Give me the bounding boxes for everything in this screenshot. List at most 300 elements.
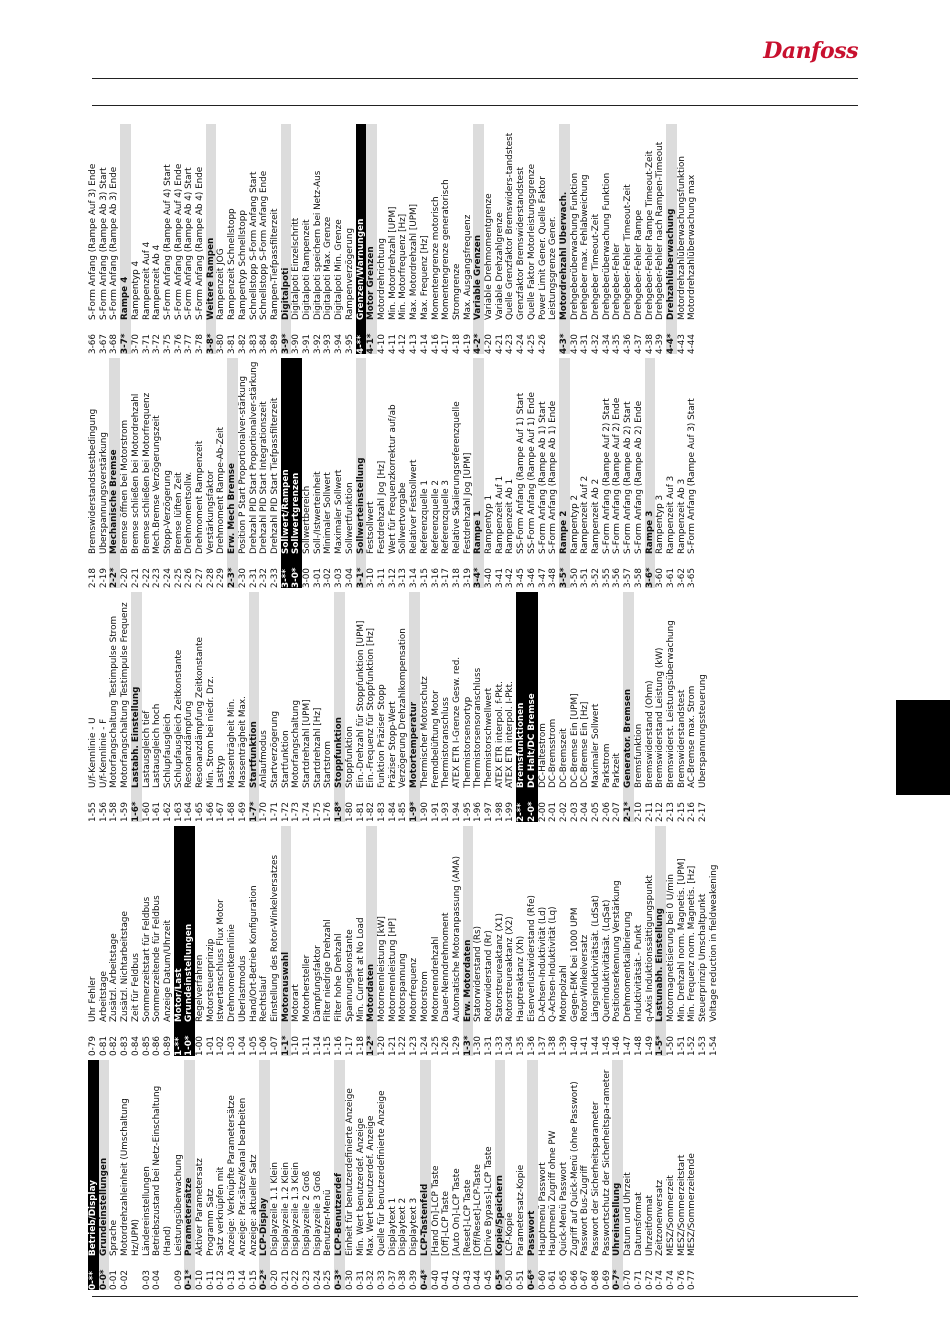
parameter-number: 0-74: [665, 1270, 676, 1290]
parameter-number: 4-2*: [473, 333, 484, 354]
parameter-number: 2-04: [580, 802, 591, 822]
parameter-row: [174, 1060, 185, 1290]
parameter-name: Parametersätze: [184, 1177, 195, 1256]
parameter-name: Überspannungssteuerung: [698, 674, 709, 788]
parameter-row: [623, 1060, 634, 1290]
parameter-row: [377, 358, 388, 588]
parameter-number: 0-21: [280, 1270, 291, 1290]
parameter-name: Rampentyp Schnellstopp: [237, 210, 248, 320]
parameter-row: [291, 124, 302, 354]
parameter-name: Wert für Frequenzkorrektur auf/ab: [387, 404, 398, 554]
parameter-name: Motorfangschaltung Testimpulse Strom: [109, 615, 120, 788]
parameter-number: 1-97: [484, 802, 495, 822]
parameter-row: [602, 592, 613, 822]
parameter-name: Längsinduktivitätsät. (LdSat): [591, 895, 602, 1022]
parameter-number: 0-33: [376, 1270, 387, 1290]
parameter-row: [345, 1060, 356, 1290]
parameter-number: 1-51: [676, 1036, 687, 1056]
parameter-group-row: [409, 592, 420, 822]
parameter-row: [281, 1060, 292, 1290]
parameter-number: 1-47: [623, 1036, 634, 1056]
parameter-number: 0-39: [409, 1270, 420, 1290]
parameter-name: S-Form Anfang (Rampe Ab 3) Start: [98, 167, 109, 320]
parameter-number: 4-20: [484, 334, 495, 354]
parameter-number: 1-59: [120, 802, 131, 822]
parameter-name: Festdrehzahl Jog [Hz]: [376, 460, 387, 554]
parameter-row: [441, 826, 452, 1056]
parameter-number: 0-4*: [419, 1269, 430, 1290]
parameter-row: [366, 592, 377, 822]
parameter-name: Festdrehzahl Jog [UPM]: [462, 452, 473, 554]
parameter-name: Drehgeber max. Fehlabweichung: [580, 174, 591, 320]
parameter-row: [216, 592, 227, 822]
parameter-number: 1-49: [644, 1036, 655, 1056]
parameter-number: 3-4*: [473, 567, 484, 588]
parameter-name: Bremswiderstand Leistung (kW): [655, 647, 666, 788]
parameter-name: U/f-Kennlinie - U: [88, 717, 98, 788]
parameter-number: 3-84: [259, 334, 270, 354]
parameter-number: 3-0*: [291, 567, 302, 588]
parameter-row: [687, 826, 698, 1056]
parameter-number: 0-61: [548, 1270, 559, 1290]
parameter-row: [366, 358, 377, 588]
parameter-group-row: [99, 1060, 110, 1290]
parameter-number: 1-48: [633, 1036, 644, 1056]
parameter-name: Sollwertfunktion: [344, 482, 355, 554]
parameter-number: 0-89: [162, 1036, 173, 1056]
parameter-name: S-Form Anfang (Rampe Auf 4) Ende: [173, 163, 184, 320]
parameter-number: 2-17: [698, 802, 709, 822]
parameter-number: 1-64: [184, 802, 195, 822]
parameter-name: Minimaler Sollwert: [323, 472, 334, 554]
parameter-name: Schlupfausgleich Zeitkonstante: [173, 649, 184, 788]
parameter-number: 3-82: [237, 334, 248, 354]
parameter-row: [142, 826, 153, 1056]
parameter-row: [323, 592, 334, 822]
parameter-row: [431, 358, 442, 588]
parameter-row: [484, 358, 495, 588]
parameter-name: AC-Bremse max. Strom: [687, 685, 698, 788]
parameter-name: Arbeitstage: [98, 971, 109, 1022]
parameter-name: Sollwerteinstellung: [355, 457, 366, 554]
parameter-row: [174, 124, 185, 354]
parameter-name: [Drive Bypass]-LCP Taste: [484, 1146, 495, 1256]
parameter-name: Grundeinstellungen: [184, 923, 195, 1022]
parameter-name: Hauptreaktanz (Xh): [516, 935, 527, 1022]
parameter-number: 3-51: [580, 568, 591, 588]
parameter-number: 2-25: [173, 568, 184, 588]
parameter-name: Lastausgleich tief: [141, 710, 152, 788]
parameter-name: Rampe 1: [473, 510, 484, 554]
parameter-number: 1-94: [451, 802, 462, 822]
parameter-group-row: [249, 592, 260, 822]
parameter-name: Relative Skalierungsreferenzquelle: [451, 401, 462, 554]
parameter-row: [452, 592, 463, 822]
parameter-number: 3-95: [344, 334, 355, 354]
parameter-name: Positionserkennung Verstärkung: [612, 880, 623, 1022]
parameter-number: 4-39: [655, 334, 666, 354]
parameter-name: S-Form Anfang (Rampe Auf 2) Start: [601, 398, 612, 554]
parameter-name: Maximaler Sollwert: [591, 703, 602, 788]
parameter-number: 0-79: [88, 1036, 98, 1056]
parameter-number: 1-02: [216, 1036, 227, 1056]
parameter-number: 0-40: [430, 1270, 441, 1290]
parameter-number: 2-29: [216, 568, 227, 588]
parameter-name: Rampentyp 3: [655, 494, 666, 554]
parameter-number: 3-45: [516, 568, 527, 588]
parameter-row: [538, 1060, 549, 1290]
parameter-name: Displaytext 3: [409, 1197, 420, 1256]
parameter-columns: [88, 120, 858, 1290]
parameter-name: MESZ/Sommerzeitstart: [676, 1154, 687, 1256]
parameter-column: [88, 822, 858, 1056]
parameter-name: Schnellstopp S-Form Anfang Ende: [259, 170, 270, 320]
parameter-number: 0-72: [644, 1270, 655, 1290]
parameter-number: 2-02: [558, 802, 569, 822]
parameter-name: U/f-Kennlinie - F: [98, 718, 109, 788]
parameter-number: 0-86: [152, 1036, 163, 1056]
parameter-row: [570, 1060, 581, 1290]
parameter-row: [249, 358, 260, 588]
parameter-number: 0-11: [205, 1270, 216, 1290]
parameter-number: 0-32: [366, 1270, 377, 1290]
parameter-number: 3-67: [98, 334, 109, 354]
parameter-row: [559, 1060, 570, 1290]
parameter-row: [216, 826, 227, 1056]
parameter-row: [238, 358, 249, 588]
parameter-row: [612, 358, 623, 588]
parameter-number: 3-14: [409, 568, 420, 588]
parameter-column: [88, 120, 858, 354]
parameter-number: 2-26: [184, 568, 195, 588]
parameter-row: [249, 124, 260, 354]
parameter-name: Min. Motorfrequenz [Hz]: [398, 213, 409, 320]
parameter-name: S-Form Anfang (Rampe Ab 1) Ende: [548, 400, 559, 554]
parameter-number: 4-14: [419, 334, 430, 354]
parameter-row: [142, 592, 153, 822]
parameter-number: 0-82: [109, 1036, 120, 1056]
parameter-row: [302, 124, 313, 354]
parameter-name: Statorstreureaktanz (X1): [494, 913, 505, 1022]
parameter-row: [99, 592, 110, 822]
parameter-name: Zeitzonenversatz: [655, 1179, 666, 1256]
parameter-name: Motordrehzahlüberwachung max: [687, 174, 698, 320]
parameter-row: [195, 124, 206, 354]
parameter-name: Erw. Mech Bremse: [227, 463, 238, 554]
parameter-row: [109, 1060, 120, 1290]
parameter-number: 3-50: [569, 568, 580, 588]
parameter-row: [655, 592, 666, 822]
parameter-number: 1-35: [516, 1036, 527, 1056]
parameter-row: [570, 592, 581, 822]
parameter-name: DC-Haltestrom: [537, 723, 548, 788]
parameter-name: Gegen-EMK bei 1000 UPM: [569, 907, 580, 1022]
parameter-name: Quelle Grenzfaktor Bremswiders-tandstest: [505, 132, 516, 320]
parameter-number: 1-34: [505, 1036, 516, 1056]
parameter-name: Drehzahl PID Start Tiefpassfilterzeit: [269, 397, 280, 554]
parameter-row: [152, 358, 163, 588]
parameter-name: S-Form Anfang (Rampe Ab 3) Ende: [109, 166, 120, 320]
parameter-number: 3-56: [612, 568, 623, 588]
parameter-number: 1-95: [462, 802, 473, 822]
parameter-name: Drehmomentsollw.: [184, 471, 195, 554]
parameter-number: 3-83: [248, 334, 259, 354]
parameter-number: 4-26: [537, 334, 548, 354]
parameter-number: 2-1*: [623, 801, 634, 822]
parameter-name: Hand/Ort-Betrieb Konfiguration: [248, 885, 259, 1022]
parameter-number: 1-30: [473, 1036, 484, 1056]
parameter-name: S-Form Anfang (Rampe Ab 1) Start: [537, 401, 548, 554]
parameter-row: [99, 124, 110, 354]
parameter-row: [484, 826, 495, 1056]
parameter-number: 4-34: [601, 334, 612, 354]
parameter-number: 4-16: [430, 334, 441, 354]
parameter-number: 2-28: [205, 568, 216, 588]
parameter-name: Präziser Stopp-Wert: [387, 701, 398, 788]
parameter-name: Sommerzeitstart für Feldbus: [141, 896, 152, 1022]
parameter-name: Steuerprinzip Umschaltpunkt: [698, 893, 709, 1022]
parameter-number: 1-21: [387, 1036, 398, 1056]
parameter-row: [505, 1060, 516, 1290]
parameter-row: [666, 358, 677, 588]
parameter-number: 3-65: [687, 568, 698, 588]
parameter-row: [677, 1060, 688, 1290]
parameter-row: [345, 358, 356, 588]
parameter-name: Schnellstopp S-Form Anfang Start: [248, 171, 259, 320]
parameter-column: [88, 1056, 858, 1290]
parameter-number: 1-56: [98, 802, 109, 822]
parameter-name: Referenzquelle 3: [441, 480, 452, 554]
parameter-number: 4-31: [580, 334, 591, 354]
parameter-group-row: [495, 1060, 506, 1290]
parameter-number: 4-36: [623, 334, 634, 354]
parameter-name: Quick-Menü Passwort: [558, 1161, 569, 1256]
parameter-row: [516, 124, 527, 354]
parameter-name: Stoppfunktion: [334, 717, 345, 788]
parameter-number: 0-51: [516, 1270, 527, 1290]
parameter-name: Motorpolzahl: [558, 965, 569, 1022]
parameter-row: [655, 124, 666, 354]
parameter-number: 4-19: [462, 334, 473, 354]
parameter-number: 3-55: [601, 568, 612, 588]
parameter-name: Drehzahl PID Start Integrationszeit: [259, 401, 270, 554]
parameter-name: Ein.-Drehzahl für Stoppfunktion [UPM]: [355, 620, 366, 788]
parameter-name: Rampenverzögerung: [344, 227, 355, 320]
parameter-name: Motornenndrehzahl: [430, 936, 441, 1022]
parameter-row: [323, 358, 334, 588]
parameter-row: [270, 124, 281, 354]
parameter-row: [259, 592, 270, 822]
danfoss-logo: Danfoss: [763, 38, 858, 64]
parameter-number: 0-84: [130, 1036, 141, 1056]
parameter-name: Lastabh. Einstellung: [130, 686, 141, 788]
parameter-name: Grundeinstellungen: [98, 1157, 109, 1256]
parameter-name: Induktivitätsät.- Punkt: [633, 924, 644, 1022]
parameter-name: Programm Satz: [205, 1188, 216, 1256]
parameter-name: Startfunktion: [248, 721, 259, 788]
parameter-group-row: [356, 124, 367, 354]
parameter-row: [527, 124, 538, 354]
parameter-name: Uhr Fehler: [88, 976, 98, 1022]
parameter-name: Min. Current at No Load: [355, 917, 366, 1022]
parameter-row: [687, 592, 698, 822]
parameter-number: 2-33: [269, 568, 280, 588]
parameter-number: 3-01: [312, 568, 323, 588]
parameter-number: 2-00: [537, 802, 548, 822]
parameter-name: Q-Achsen-Induktivität (Lq): [548, 906, 559, 1022]
parameter-number: 1-20: [376, 1036, 387, 1056]
parameter-row: [495, 592, 506, 822]
parameter-row: [473, 592, 484, 822]
parameter-number: 1-3*: [462, 1035, 473, 1056]
parameter-number: 1-06: [259, 1036, 270, 1056]
parameter-number: 2-05: [591, 802, 602, 822]
parameter-number: 0-20: [269, 1270, 280, 1290]
parameter-number: 1-67: [216, 802, 227, 822]
parameter-name: Digitalpoti Min. Grenze: [334, 219, 345, 320]
parameter-name: Funktion Präziser Stopp: [376, 684, 387, 788]
parameter-name: Min. Motordrehzahl [UPM]: [387, 206, 398, 320]
parameter-number: 0-09: [173, 1270, 184, 1290]
parameter-row: [313, 592, 324, 822]
parameter-name: Rampe 2: [558, 510, 569, 554]
parameter-row: [270, 358, 281, 588]
parameter-name: LCP-Benutzerdef: [334, 1173, 345, 1256]
parameter-number: 0-02: [120, 1270, 131, 1290]
parameter-row: [291, 592, 302, 822]
parameter-row: [388, 358, 399, 588]
parameter-row: [377, 1060, 388, 1290]
parameter-number: 0-03: [141, 1270, 152, 1290]
parameter-name: Drehgeber-Fehler: [612, 243, 623, 320]
parameter-name: Drehzahl PID Start Proportionalver-stärkung: [248, 361, 259, 554]
parameter-name: MESZ/Sommerzeit: [665, 1175, 676, 1256]
parameter-row: [291, 1060, 302, 1290]
parameter-name: Bremswiderst. Leistungsüberwachung: [665, 620, 676, 788]
parameter-group-row: [131, 592, 142, 822]
parameter-name: Passwort der Sicherheitsparameter: [591, 1101, 602, 1256]
parameter-number: 1-69: [237, 802, 248, 822]
parameter-name: Leistungsüberwachung: [173, 1154, 184, 1256]
parameter-row: [99, 358, 110, 588]
parameter-row: [645, 592, 656, 822]
parameter-row: [270, 592, 281, 822]
parameter-name: Uhrzeitformat: [644, 1195, 655, 1256]
parameter-number: 3-02: [323, 568, 334, 588]
parameter-number: 1-70: [259, 802, 270, 822]
parameter-row: [538, 124, 559, 354]
parameter-name: Passwort: [526, 1210, 537, 1256]
parameter-row: [302, 358, 313, 588]
parameter-number: 0-30: [344, 1270, 355, 1290]
parameter-name: Schlupfausgleich: [162, 713, 173, 788]
parameter-name: Anzeige: aktueller Satz: [248, 1154, 259, 1256]
parameter-row: [259, 358, 270, 588]
parameter-row: [612, 124, 623, 354]
parameter-number: 3-7*: [120, 333, 131, 354]
parameter-name: Zugriff auf Quick-Menü (ohne Passwort): [569, 1081, 580, 1256]
parameter-row: [99, 826, 110, 1056]
parameter-number: 4-43: [676, 334, 687, 354]
parameter-number: 0-01: [109, 1270, 120, 1290]
parameter-row: [580, 1060, 591, 1290]
parameter-number: 4-3*: [558, 333, 569, 354]
parameter-row: [163, 124, 174, 354]
parameter-number: 1-23: [409, 1036, 420, 1056]
parameter-row: [709, 826, 720, 1056]
parameter-group-row: [366, 826, 377, 1056]
parameter-name: Displayzeile 1.3 Klein: [291, 1162, 302, 1256]
parameter-row: [131, 124, 142, 354]
parameter-row: [398, 592, 409, 822]
parameter-name: Startstrom: [323, 741, 334, 788]
parameter-name: Motornennleistung [HP]: [387, 917, 398, 1022]
parameter-row: [505, 358, 516, 588]
parameter-number: 0-85: [141, 1036, 152, 1056]
parameter-number: 0-66: [569, 1270, 580, 1290]
parameter-row: [473, 826, 484, 1056]
parameter-row: [227, 1060, 238, 1290]
parameter-number: 3-58: [633, 568, 644, 588]
parameter-name: Dämpfungsfaktor: [312, 945, 323, 1022]
parameter-row: [142, 358, 153, 588]
parameter-number: 4-44: [687, 334, 698, 354]
parameter-group-row: [655, 826, 666, 1056]
parameter-name: [Off/Reset]-LCP-Taste: [473, 1164, 484, 1256]
parameter-row: [452, 358, 463, 588]
parameter-name: Betrieb/Display: [88, 1180, 98, 1256]
parameter-number: 3-77: [184, 334, 195, 354]
parameter-name: Anzeige Datum/Uhrzeit: [162, 919, 173, 1022]
parameter-number: 1-45: [601, 1036, 612, 1056]
parameter-number: 0-38: [398, 1270, 409, 1290]
parameter-row: [356, 1060, 367, 1290]
parameter-number: 2-32: [259, 568, 270, 588]
parameter-name: Uhreinstellung: [612, 1182, 623, 1256]
parameter-number: 1-52: [687, 1036, 698, 1056]
parameter-name: Rampe 3: [644, 510, 655, 554]
parameter-number: 3-60: [655, 568, 666, 588]
parameter-name: S-Form Anfang (Rampe Ab 4) Start: [184, 167, 195, 320]
parameter-name: Motortemperatur: [409, 701, 420, 788]
parameter-number: 1-68: [227, 802, 238, 822]
parameter-number: 3-18: [451, 568, 462, 588]
parameter-name: Rampenzeit Ab 1: [505, 478, 516, 554]
parameter-number: 3-81: [227, 334, 238, 354]
parameter-name: Überspannungsverstärkung: [98, 432, 109, 554]
parameter-group-row: [88, 1060, 99, 1290]
parameter-name: Drehgeber-Fehler Rampe: [633, 209, 644, 320]
parameter-number: 1-40: [569, 1036, 580, 1056]
parameter-row: [452, 124, 463, 354]
parameter-number: 1-54: [708, 1036, 719, 1056]
parameter-name: Drehgeberüberwachung Funktion: [569, 172, 580, 320]
parameter-row: [184, 124, 195, 354]
parameter-name: ATEX ETR interpol. I-Pkt.: [505, 681, 516, 788]
parameter-number: 1-96: [473, 802, 484, 822]
parameter-number: 0-3*: [334, 1269, 345, 1290]
parameter-number: 0-**: [88, 1271, 98, 1290]
parameter-name: Motorsteuerprinzip: [205, 938, 216, 1022]
parameter-name: S-Form Anfang (Rampe Auf 2) Ende: [612, 397, 623, 554]
parameter-row: [570, 358, 581, 588]
parameter-number: 1-**: [173, 1037, 184, 1056]
parameter-number: 0-24: [312, 1270, 323, 1290]
parameter-name: [Reset]-LCP Taste: [462, 1179, 473, 1256]
parameter-row: [377, 592, 388, 822]
parameter-row: [142, 1060, 153, 1290]
parameter-group-row: [291, 358, 302, 588]
